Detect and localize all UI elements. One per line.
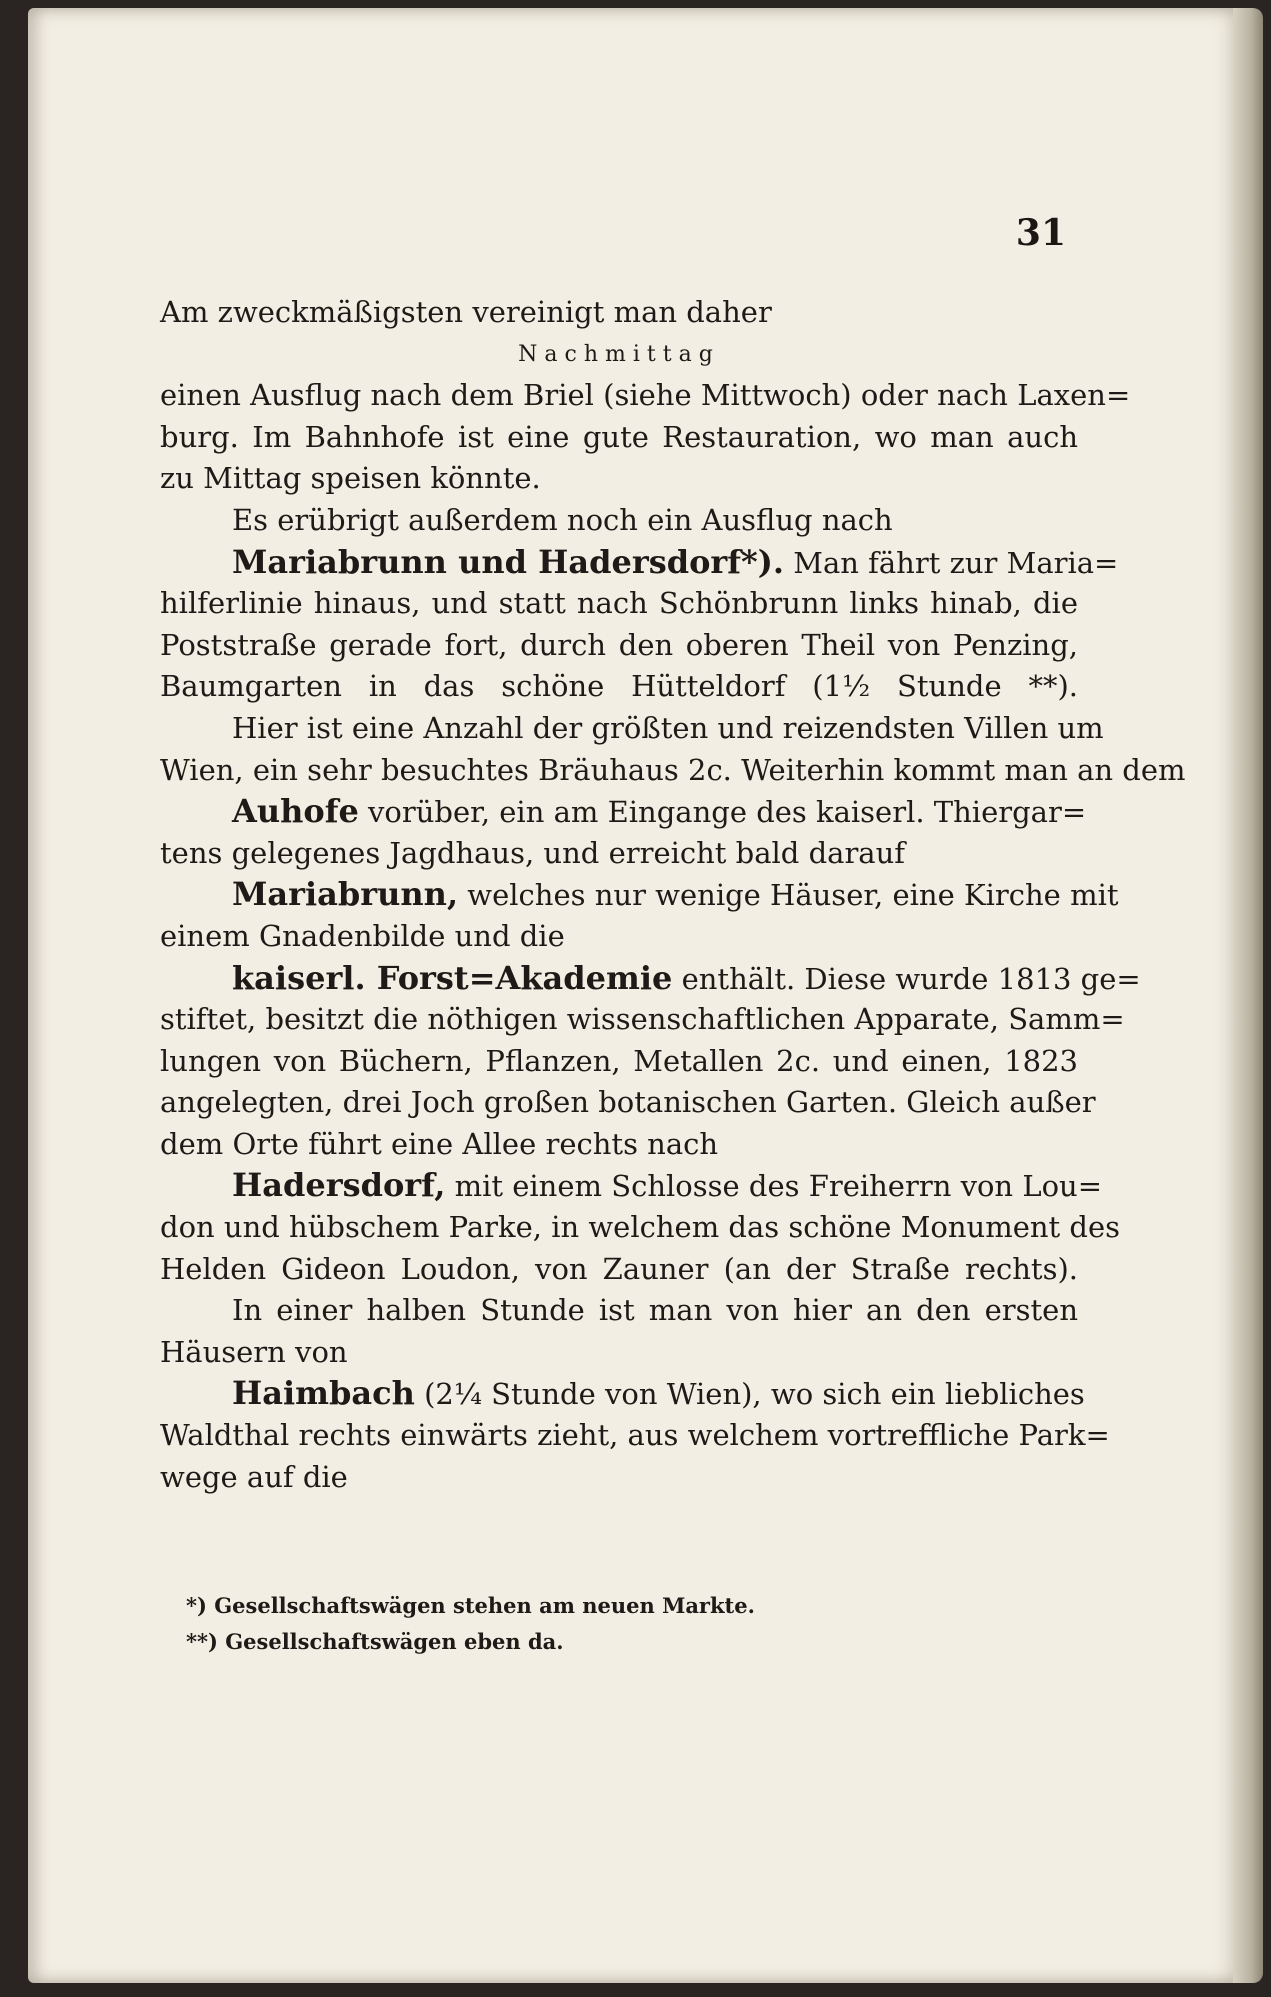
heading-line [160, 958, 1141, 1000]
text-segment: Man fährt zur Maria= [793, 545, 1119, 580]
text-line: Waldthal rechts einwärts zieht, aus welchem vortreffliche Park= [160, 1418, 1110, 1453]
text-line: wege auf die [160, 1459, 348, 1494]
place-heading: Mariabrunn und Hadersdorf*). [232, 542, 785, 581]
text-segment: welches nur wenige Häuser, eine Kirche mit [467, 878, 1119, 913]
place-heading: kaiserl. Forst=Akademie [232, 958, 673, 997]
text-line: dem Orte führt eine Allee rechts nach [160, 1126, 719, 1161]
place-heading: Auhofe [232, 792, 359, 831]
footnote: **) Gesellschaftswägen eben da. [186, 1629, 564, 1654]
text-line: don und hübschem Parke, in welchem das schöne Monument des [160, 1210, 1121, 1245]
place-heading: Mariabrunn, [232, 875, 459, 914]
text-segment: mit einem Schlosse des Freiherrn von Lou= [454, 1169, 1103, 1204]
text-line-spaced: Nachmittag [518, 341, 720, 367]
text-line: In einer halben Stunde ist man von hier an den ersten [232, 1293, 1078, 1328]
text-line: Es erübrigt außerdem noch ein Ausflug nach [232, 502, 893, 537]
text-line: einen Ausflug nach dem Briel (siehe Mittwoch) oder nach Laxen= [160, 378, 1131, 413]
text-line: hilferlinie hinaus, und statt nach Schönbrunn links hinab, die [160, 586, 1078, 621]
text-line: Baumgarten in das schöne Hütteldorf (1½ Stunde **). [160, 669, 1078, 704]
heading-line [160, 542, 1119, 584]
text-line: Wien, ein sehr besuchtes Bräuhaus 2c. Weiterhin kommt man an dem [160, 752, 1186, 787]
text-segment: vorüber, ein am Eingange des kaiserl. Thiergar= [368, 795, 1087, 830]
text-segment: enthält. Diese wurde 1813 ge= [681, 961, 1141, 996]
heading-line [160, 1165, 1103, 1207]
text-line: Helden Gideon Loudon, von Zauner (an der Straße rechts). [160, 1251, 1078, 1286]
page-number: 31 [1015, 212, 1066, 254]
body-text [160, 292, 1186, 1498]
text-line: zu Mittag speisen könnte. [160, 461, 541, 496]
text-line: lungen von Büchern, Pflanzen, Metallen 2c. und einen, 1823 [160, 1043, 1078, 1078]
place-heading: Haimbach [232, 1374, 415, 1413]
heading-line [160, 1373, 1085, 1415]
text-line: Poststraße gerade fort, durch den oberen Theil von Penzing, [160, 627, 1078, 662]
text-line: einem Gnadenbilde und die [160, 918, 565, 953]
text-line: burg. Im Bahnhofe ist eine gute Restauration, wo man auch [160, 419, 1078, 454]
text-line: tens gelegenes Jagdhaus, und erreicht bald darauf [160, 835, 906, 870]
footnotes [186, 1588, 1046, 1660]
text-line: stiftet, besitzt die nöthigen wissenschaftlichen Apparate, Samm= [160, 1002, 1125, 1037]
heading-line [160, 874, 1119, 916]
text-segment: (2¼ Stunde von Wien), wo sich ein liebliches [424, 1377, 1085, 1412]
footnote: *) Gesellschaftswägen stehen am neuen Markte. [186, 1593, 755, 1618]
heading-line [160, 791, 1087, 833]
page-edge [1233, 8, 1263, 1983]
text-line: Am zweckmäßigsten vereinigt man daher [160, 295, 772, 329]
text-line: angelegten, drei Joch großen botanischen Garten. Gleich außer [160, 1085, 1096, 1120]
place-heading: Hadersdorf, [232, 1166, 446, 1205]
text-line: Häusern von [160, 1334, 348, 1369]
text-line: Hier ist eine Anzahl der größten und reizendsten Villen um [232, 710, 1104, 745]
